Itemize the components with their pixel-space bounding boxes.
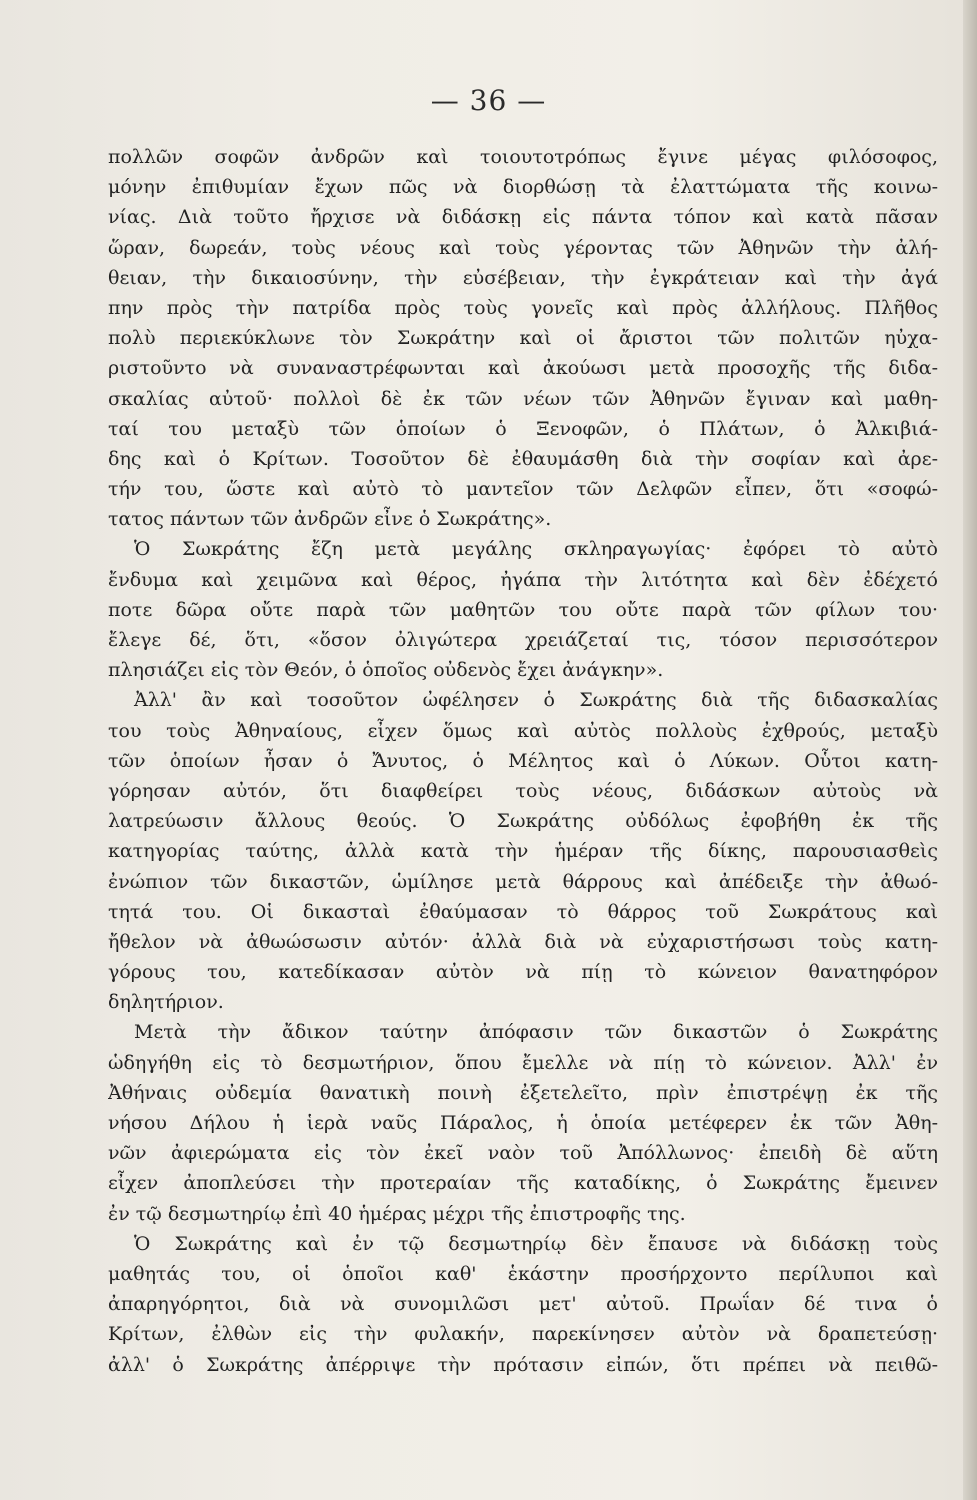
text-line: νήσου Δήλου ἡ ἱερὰ ναῦς Πάραλος, ἡ ὁποία μετέφερεν ἐκ τῶν Ἀθη- — [108, 1112, 938, 1134]
text-line: τητά του. Οἱ δικασταὶ ἐθαύμασαν τὸ θάρρος τοῦ Σωκράτους καὶ — [108, 900, 938, 923]
text-line: σκαλίας αὐτοῦ· πολλοὶ δὲ ἐκ τῶν νέων τῶν Ἀθηνῶν ἔγιναν καὶ μαθη- — [108, 387, 938, 410]
text-line: εἶχεν ἀποπλεύσει τὴν προτεραίαν τῆς καταδίκης, ὁ Σωκράτης ἔμεινεν — [108, 1172, 938, 1195]
text-line: πολὺ περιεκύκλωνε τὸν Σωκράτην καὶ οἱ ἄριστοι τῶν πολιτῶν ηὐχα- — [108, 327, 938, 350]
text-line: Κρίτων, ἐλθὼν εἰς τὴν φυλακήν, παρεκίνησεν αὐτὸν νὰ δραπετεύσῃ· — [108, 1323, 938, 1346]
page-number: — 36 — — [430, 84, 547, 117]
text-line: Ὁ Σωκράτης ἔζη μετὰ μεγάλης σκληραγωγίας· ἐφόρει τὸ αὐτὸ — [134, 538, 938, 561]
text-line: κατηγορίας ταύτης, ἀλλὰ κατὰ τὴν ἡμέραν τῆς δίκης, παρουσιασθεὶς — [108, 840, 938, 863]
text-line: τῶν ὁποίων ἦσαν ὁ Ἄνυτος, ὁ Μέλητος καὶ ὁ Λύκων. Οὗτοι κατη- — [108, 749, 938, 772]
text-line: τατος πάντων τῶν ἀνδρῶν εἶνε ὁ Σωκράτης». — [108, 508, 552, 531]
text-line: ἀλλ' ὁ Σωκράτης ἀπέρριψε τὴν πρότασιν εἰπών, ὅτι πρέπει νὰ πειθῶ- — [108, 1353, 938, 1376]
text-line: ταί του μεταξὺ τῶν ὁποίων ὁ Ξενοφῶν, ὁ Πλάτων, ὁ Ἀλκιβιά- — [108, 417, 938, 440]
text-line: νίας. Διὰ τοῦτο ἤρχισε νὰ διδάσκῃ εἰς πάντα τόπον καὶ κατὰ πᾶσαν — [108, 206, 938, 229]
text-line: τήν του, ὥστε καὶ αὐτὸ τὸ μαντεῖον τῶν Δελφῶν εἶπεν, ὅτι «σοφώ- — [108, 478, 938, 501]
text-line: Ἀθήναις οὐδεμία θανατικὴ ποινὴ ἐξετελεῖτο, πρὶν ἐπιστρέψῃ ἐκ τῆς — [108, 1081, 938, 1104]
text-line: μαθητάς του, οἱ ὁποῖοι καθ' ἑκάστην προσήρχοντο περίλυποι καὶ — [108, 1262, 938, 1285]
text-line: ὡδηγήθη εἰς τὸ δεσμωτήριον, ὅπου ἔμελλε νὰ πίῃ τὸ κώνειον. Ἀλλ' ἐν — [108, 1051, 938, 1074]
text-line: ποτε δῶρα οὔτε παρὰ τῶν μαθητῶν του οὔτε παρὰ τῶν φίλων του· — [108, 598, 938, 621]
page-edge-shadow — [963, 0, 977, 1500]
text-line: πην πρὸς τὴν πατρίδα πρὸς τοὺς γονεῖς καὶ πρὸς ἀλλήλους. Πλῆθος — [108, 296, 938, 319]
text-line: ὥραν, δωρεάν, τοὺς νέους καὶ τοὺς γέροντας τῶν Ἀθηνῶν τὴν ἀλή- — [108, 236, 938, 259]
text-line: Ἀλλ' ἂν καὶ τοσοῦτον ὠφέλησεν ὁ Σωκράτης διὰ τῆς διδασκαλίας — [134, 689, 938, 712]
text-line: ἀπαρηγόρητοι, διὰ νὰ συνομιλῶσι μετ' αὐτοῦ. Πρωΐαν δέ τινα ὁ — [108, 1293, 938, 1316]
text-line: λατρεύωσιν ἄλλους θεούς. Ὁ Σωκράτης οὐδόλως ἐφοβήθη ἐκ τῆς — [108, 810, 938, 833]
text-line: νῶν ἀφιερώματα εἰς τὸν ἐκεῖ ναὸν τοῦ Ἀπόλλωνος· ἐπειδὴ δὲ αὕτη — [108, 1142, 938, 1165]
text-line: δης καὶ ὁ Κρίτων. Τοσοῦτον δὲ ἐθαυμάσθη διὰ τὴν σοφίαν καὶ ἀρε- — [108, 447, 938, 470]
text-line: ἐνώπιον τῶν δικαστῶν, ὡμίλησε μετὰ θάρρους καὶ ἀπέδειξε τὴν ἀθωό- — [108, 870, 938, 893]
text-line: ἔλεγε δέ, ὅτι, «ὅσον ὀλιγώτερα χρειάζεταί τις, τόσον περισσότερον — [108, 629, 938, 651]
text-line: ριστοῦντο νὰ συναναστρέφωνται καὶ ἀκούωσι μετὰ προσοχῆς τῆς διδα- — [108, 357, 938, 380]
text-line: πολλῶν σοφῶν ἀνδρῶν καὶ τοιουτοτρόπως ἔγινε μέγας φιλόσοφος, — [108, 146, 938, 168]
text-line: μόνην ἐπιθυμίαν ἔχων πῶς νὰ διορθώσῃ τὰ ἐλαττώματα τῆς κοινω- — [108, 176, 938, 199]
text-line: ἐν τῷ δεσμωτηρίῳ ἐπὶ 40 ἡμέρας μέχρι τῆς ἐπιστροφῆς της. — [108, 1202, 686, 1225]
body-text — [108, 142, 938, 1380]
text-line: ἤθελον νὰ ἀθωώσωσιν αὐτόν· ἀλλὰ διὰ νὰ εὐχαριστήσωσι τοὺς κατη- — [108, 930, 938, 953]
text-line: θειαν, τὴν δικαιοσύνην, τὴν εὐσέβειαν, τὴν ἐγκράτειαν καὶ τὴν ἀγά — [108, 266, 938, 289]
text-line: γόρους του, κατεδίκασαν αὐτὸν νὰ πίῃ τὸ κώνειον θανατηφόρον — [108, 961, 938, 984]
text-line: Μετὰ τὴν ἄδικον ταύτην ἀπόφασιν τῶν δικαστῶν ὁ Σωκράτης — [134, 1021, 938, 1044]
text-line: Ὁ Σωκράτης καὶ ἐν τῷ δεσμωτηρίῳ δὲν ἔπαυσε νὰ διδάσκῃ τοὺς — [134, 1232, 938, 1255]
text-line: γόρησαν αὐτόν, ὅτι διαφθείρει τοὺς νέους, διδάσκων αὐτοὺς νὰ — [108, 779, 938, 802]
text-line: ἔνδυμα καὶ χειμῶνα καὶ θέρος, ἠγάπα τὴν λιτότητα καὶ δὲν ἐδέχετό — [108, 568, 938, 591]
text-line: πλησιάζει εἰς τὸν Θεόν, ὁ ὁποῖος οὐδενὸς ἔχει ἀνάγκην». — [108, 659, 664, 682]
text-line: του τοὺς Ἀθηναίους, εἶχεν ὅμως καὶ αὐτὸς πολλοὺς ἐχθρούς, μεταξὺ — [108, 719, 938, 742]
text-line: δηλητήριον. — [108, 991, 224, 1014]
